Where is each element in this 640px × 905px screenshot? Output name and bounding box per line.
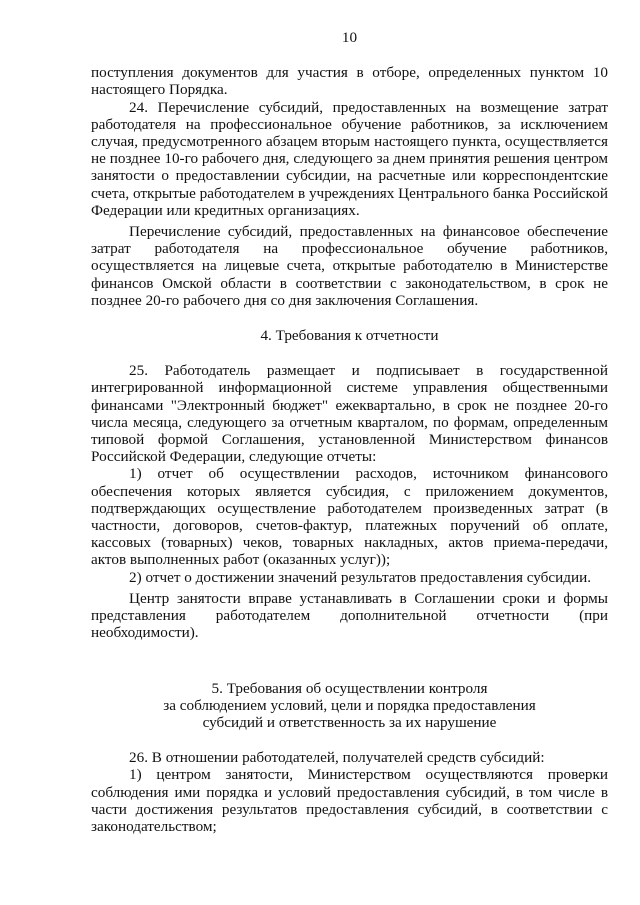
paragraph-24-second: Перечисление субсидий, предоставленных на финансовое обеспечение затрат работодателя на профессиональное обучение работников, осуществляется на лицевые счета, открытые работодателю в Министерстве финансов Омской области в соответствии с законодательством, в срок не позднее 20-го рабочего дня со дня заключения Соглашения.	[91, 223, 608, 309]
section-heading-5-line-1: 5. Требования об осуществлении контроля	[211, 679, 488, 697]
paragraph-26-item-1: 1) центром занятости, Министерством осуществляются проверки соблюдения ими порядка и условий предоставления субсидий, в том числе в части достижения результатов предоставления субсидий, в соответствии с законодательством;	[91, 766, 608, 835]
section-heading-4: 4. Требования к отчетности	[260, 327, 439, 345]
paragraph-25-item-2: 2) отчет о достижении значений результатов предоставления субсидии.	[129, 568, 592, 586]
paragraph-25-item-1: 1) отчет об осуществлении расходов, источником финансового обеспечения которых является субсидия, с приложением документов, подтверждающих осуществление работодателем произведенных затрат (в частности, договоров, счетов-фактур, платежных поручений об оплате, кассовых (товарных) чеков, товарных накладных, актов приема-передачи, актов выполненных работ (оказанных услуг));	[91, 465, 608, 569]
paragraph-24: 24. Перечисление субсидий, предоставленных на возмещение затрат работодателя на профессиональное обучение работников, за исключением случая, предусмотренного абзацем вторым настоящего пункта, осуществляется не позднее 10-го рабочего дня, следующего за днем принятия решения центром занятости о предоставлении субсидии, на расчетные или корреспондентские счета, открытые работодателем в учреждениях Центрального банка Российской Федерации или кредитных организациях.	[91, 98, 608, 219]
page-number: 10	[341, 29, 358, 46]
paragraph-continuation: поступления документов для участия в отборе, определенных пунктом 10 настоящего Порядка.	[91, 64, 608, 99]
paragraph-25-additional: Центр занятости вправе устанавливать в Соглашении сроки и формы представления работодателем дополнительной отчетности (при необходимости).	[91, 589, 608, 642]
section-heading-5-line-2: за соблюдением условий, цели и порядка предоставления	[163, 696, 536, 714]
section-heading-5	[91, 680, 608, 732]
section-heading-5-line-3: субсидий и ответственность за их нарушение	[202, 713, 497, 731]
paragraph-26: 26. В отношении работодателей, получателей средств субсидий:	[129, 749, 545, 767]
paragraph-25: 25. Работодатель размещает и подписывает в государственной интегрированной информационной системе управления общественными финансами "Электронный бюджет" ежеквартально, в срок не позднее 20-го числа месяца, следующего за отчетным кварталом, по формам, определенным типовой формой Соглашения, установленной Министерством финансов Российской Федерации, следующие отчеты:	[91, 362, 608, 466]
